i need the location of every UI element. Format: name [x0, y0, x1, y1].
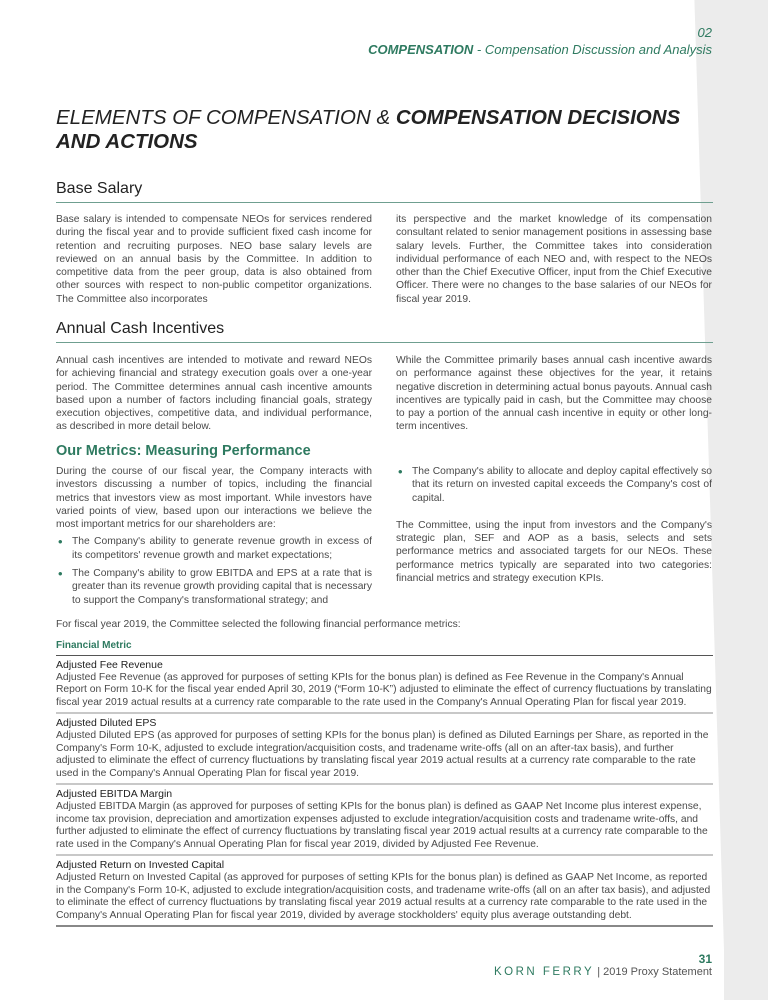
document-name: | 2019 Proxy Statement	[597, 966, 712, 978]
table-row	[56, 656, 713, 714]
page-title	[56, 106, 716, 154]
row-text: Adjusted Diluted EPS (as approved for purposes of setting KPIs for the bonus plan) is defined as Diluted Earnings per Share, as reported in the Company's Form 10-K, adjusted to exclude integration/acquisition costs, and tradename write-offs (all on an after-tax basis), and further adjusted to eliminate the effect of currency fluctuations by translating fiscal year 2019 actual results at a currency rate comparable to the rate used in the Company's Annual Operating Plan for fiscal year 2019.	[56, 729, 709, 780]
table-header: Financial Metric	[56, 640, 713, 656]
heading-annual-cash: Annual Cash Incentives	[56, 320, 713, 343]
financial-metric-table	[56, 640, 713, 927]
annual-cash-col1: Annual cash incentives are intended to motivate and reward NEOs for achieving financial and strategy execution goals over a one-year period. The Committee determines annual cash incentive amounts based upon a number of factors including financial goals, strategy execution objectives, competitive data, and individual performance, as described in more detail below.	[56, 355, 372, 433]
title-bold: COMPENSATION DECISIONS AND ACTIONS	[56, 106, 681, 153]
table-row	[56, 856, 713, 927]
heading-metrics: Our Metrics: Measuring Performance	[56, 443, 311, 459]
table-row	[56, 714, 713, 785]
table-row	[56, 785, 713, 856]
bullet-item: • The Company's ability to allocate and deploy capital effectively so that its return on invested capital exceeds the Company's cost of capital.	[396, 465, 712, 505]
row-title: Adjusted Return on Invested Capital	[56, 858, 225, 871]
page-number: 31	[698, 952, 712, 966]
metrics-bullets-cont	[396, 465, 712, 505]
bullet-item: • The Company's ability to grow EBITDA and EPS at a rate that is greater than its revenue growth providing capital that is necessary to support the Company's transformational strategy; and	[56, 567, 372, 607]
base-salary-col1: Base salary is intended to compensate NEOs for services rendered during the fiscal year and to provide sufficient fixed cash income for retention and recruiting purposes. NEO base salary levels are reviewed on an annual basis by the Committee. In addition to competitive data from the peer group, data is also obtained from other sources with respect to non-public competitor organizations. The Committee also incorporates	[56, 214, 372, 305]
title-light: ELEMENTS OF COMPENSATION &	[56, 106, 396, 129]
running-header	[368, 24, 712, 58]
section-name: COMPENSATION	[368, 42, 474, 57]
row-text: Adjusted Return on Invested Capital (as approved for purposes of setting KPIs for the bonus plan) is defined as GAAP Net Income, as reported in the Company's Form 10-K, adjusted to exclude integration/acquisition costs, and tradename write-offs (all on an after tax basis), and adjusted to eliminate the effect of currency fluctuations by translating fiscal year 2019 actual results at a currency rate comparable to the rate used in the Company's Annual Operating Plan for fiscal year 2019, divided by average stockholders' equity plus average outstanding debt.	[56, 871, 711, 922]
chapter-number: 02	[697, 25, 712, 40]
page-footer	[494, 952, 712, 978]
row-text: Adjusted Fee Revenue (as approved for purposes of setting KPIs for the bonus plan) is defined as Fee Revenue in the Company's Annual Report on Form 10-K for the fiscal year ended April 30, 2019 (“Form 10-K”) adjusted to eliminate the effect of currency fluctuations by translating fiscal year 2019 actual results at a currency rate comparable to the rate used in the Company's Annual Operating Plan for fiscal year 2019.	[56, 671, 712, 709]
row-title: Adjusted Diluted EPS	[56, 716, 157, 729]
heading-base-salary: Base Salary	[56, 180, 713, 203]
row-title: Adjusted EBITDA Margin	[56, 787, 173, 800]
metrics-bullets	[56, 535, 372, 606]
base-salary-col2: its perspective and the market knowledge of its compensation consultant related to senior management positions in assessing base salary levels. Further, the Committee takes into consideration individual performance of each NEO and, with respect to the NEOs other than the Chief Executive Officer, input from the Chief Executive Officer. There were no changes to the base salaries of our NEOs for fiscal year 2019.	[396, 214, 712, 305]
bullet-item: • The Company's ability to generate revenue growth in excess of its competitors' revenue growth and market expectations;	[56, 535, 372, 562]
row-text: Adjusted EBITDA Margin (as approved for purposes of setting KPIs for the bonus plan) is defined as GAAP Net Income plus interest expense, income tax provision, depreciation and amortization expenses adjusted to exclude integration/acquisition costs and tradename write-offs, and further adjusted to eliminate the effect of currency fluctuations by translating fiscal year 2019 actual results at a currency rate comparable to the rate used in the Company's Annual Operating Plan for fiscal year 2019, divided by Adjusted Fee Revenue.	[56, 800, 708, 851]
metrics-col2	[396, 465, 712, 585]
section-subtitle: - Compensation Discussion and Analysis	[473, 42, 712, 57]
metrics-intro: During the course of our fiscal year, the Company interacts with investors discussing a number of topics, including the financial metrics that investors view as most important. While investors have varied points of view, based upon our interactions we believe the most important metrics for our shareholders are:	[56, 466, 372, 531]
row-title: Adjusted Fee Revenue	[56, 658, 163, 671]
brand-logo: KORN FERRY	[493, 966, 595, 978]
metrics-lead: For fiscal year 2019, the Committee selected the following financial performance metrics:	[56, 619, 461, 630]
annual-cash-col2: While the Committee primarily bases annual cash incentive awards on performance against these objectives for the year, it retains negative discretion in determining actual bonus payouts. Annual cash incentives are typically paid in cash, but the Committee may choose to pay a portion of the annual cash incentive in equity or other long-term incentives.	[396, 355, 712, 433]
metrics-col1	[56, 465, 372, 612]
metrics-col2-para: The Committee, using the input from investors and the Company's strategic plan, SEF and AOP as a basis, selects and sets performance metrics and associated targets for our NEOs. These performance metrics typically are separated into two categories: financial metrics and strategy execution KPIs.	[396, 519, 712, 585]
